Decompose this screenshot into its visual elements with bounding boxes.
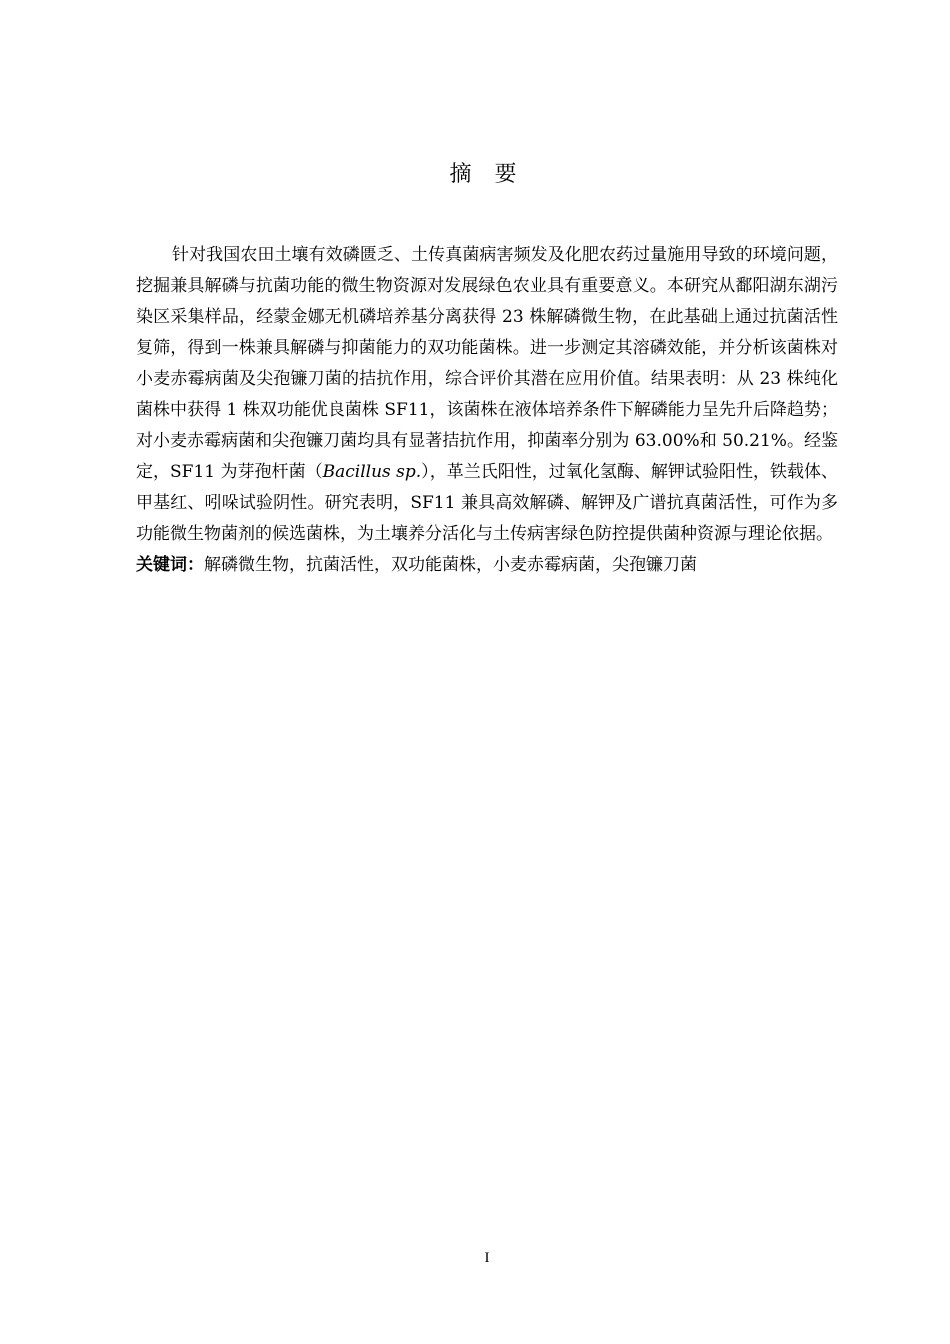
keywords-text: 解磷微生物，抗菌活性，双功能菌株，小麦赤霉病菌，尖孢镰刀菌 [204, 555, 697, 575]
abstract-paragraph [136, 240, 838, 550]
keywords-label: 关键词： [136, 555, 204, 575]
species-name: Bacillus sp. [322, 462, 422, 482]
page-number: I [484, 1250, 490, 1266]
keywords-line [136, 550, 838, 581]
abstract-body [136, 240, 838, 581]
abstract-text-part1: 针对我国农田土壤有效磷匮乏、土传真菌病害频发及化肥农药过量施用导致的环境问题，挖掘兼具解磷与抗菌功能的微生物资源对发展绿色农业具有重要意义。本研究从鄱阳湖东湖污染区采集样品，经蒙金娜无机磷培养基分离获得 23 株解磷微生物，在此基础上通过抗菌活性复筛，得到一株兼具解磷与抑菌能力的双功能菌株。进一步测定其溶磷效能，并分析该菌株对小麦赤霉病菌及尖孢镰刀菌的拮抗作用，综合评价其潜在应用价值。结果表明：从 23 株纯化菌株中获得 1 株双功能优良菌株 SF11，该菌株在液体培养条件下解磷能力呈先升后降趋势；对小麦赤霉病菌和尖孢镰刀菌均具有显著拮抗作用，抑菌率分别为 63.00%和 50.21%。经鉴定，SF11 为芽孢杆菌（ [136, 245, 838, 482]
abstract-title: 摘 要 [449, 162, 525, 187]
abstract-text-part2: ），革兰氏阳性，过氧化氢酶、解钾试验阳性，铁载体、甲基红、吲哚试验阴性。研究表明，SF11 兼具高效解磷、解钾及广谱抗真菌活性，可作为多功能微生物菌剂的候选菌株，为土壤养分活化与土传病害绿色防控提供菌种资源与理论依据。 [136, 462, 839, 544]
